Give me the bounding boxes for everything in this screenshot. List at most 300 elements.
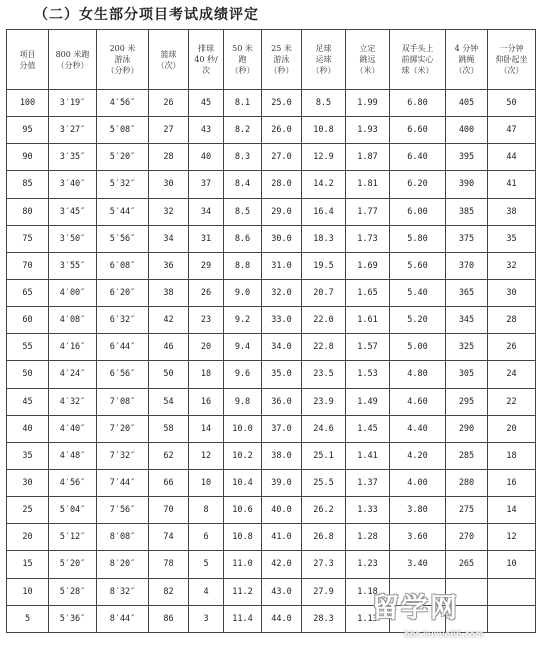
header-line: （秒）: [230, 66, 255, 75]
value-cell: 14: [189, 415, 224, 442]
value-cell: 5.60: [390, 252, 446, 279]
value-cell: 3′55″: [49, 252, 97, 279]
header-line: 25 米: [271, 44, 292, 53]
score-cell: 20: [7, 524, 49, 551]
value-cell: 26: [488, 334, 536, 361]
value-cell: 62: [149, 442, 189, 469]
value-cell: 7′08″: [97, 388, 149, 415]
value-cell: 1.65: [346, 279, 390, 306]
score-cell: 85: [7, 171, 49, 198]
header-line: 200 米: [109, 44, 136, 53]
header-line: 项目: [19, 49, 36, 59]
value-cell: 23: [189, 307, 224, 334]
value-cell: 285: [446, 442, 488, 469]
column-header: [49, 30, 97, 90]
column-header: [262, 30, 302, 90]
value-cell: 400: [446, 117, 488, 144]
value-cell: 9.8: [224, 388, 262, 415]
value-cell: 275: [446, 497, 488, 524]
value-cell: 345: [446, 307, 488, 334]
value-cell: 30: [488, 279, 536, 306]
value-cell: 24.6: [302, 415, 346, 442]
header-line: 800 米跑: [55, 49, 90, 59]
column-header: [7, 30, 49, 90]
value-cell: 5.40: [390, 279, 446, 306]
value-cell: 375: [446, 225, 488, 252]
value-cell: 370: [446, 252, 488, 279]
table-row: [7, 415, 536, 442]
value-cell: 31.0: [262, 252, 302, 279]
value-cell: 82: [149, 578, 189, 605]
value-cell: 12.9: [302, 144, 346, 171]
value-cell: 10.0: [224, 415, 262, 442]
value-cell: 27.3: [302, 551, 346, 578]
value-cell: 44.0: [262, 605, 302, 632]
value-cell: 26.2: [302, 497, 346, 524]
value-cell: 43.0: [262, 578, 302, 605]
value-cell: 16.4: [302, 198, 346, 225]
column-header: [97, 30, 149, 90]
value-cell: 3′27″: [49, 117, 97, 144]
table-row: [7, 225, 536, 252]
value-cell: 36.0: [262, 388, 302, 415]
value-cell: 41: [488, 171, 536, 198]
value-cell: 4.40: [390, 415, 446, 442]
value-cell: 16: [488, 469, 536, 496]
value-cell: 1.28: [346, 524, 390, 551]
value-cell: 7′56″: [97, 497, 149, 524]
value-cell: 34: [149, 225, 189, 252]
value-cell: 25.5: [302, 469, 346, 496]
value-cell: 18: [189, 361, 224, 388]
value-cell: 26.0: [262, 117, 302, 144]
value-cell: 1.73: [346, 225, 390, 252]
header-line: 分值: [19, 60, 36, 70]
value-cell: 40.0: [262, 497, 302, 524]
value-cell: 270: [446, 524, 488, 551]
value-cell: 6.60: [390, 117, 446, 144]
value-cell: 1.99: [346, 90, 390, 117]
score-cell: 35: [7, 442, 49, 469]
header-line: 4 分钟: [454, 44, 479, 53]
header-line: 游泳: [114, 55, 131, 64]
value-cell: 3.40: [390, 551, 446, 578]
value-cell: 9.0: [224, 279, 262, 306]
value-cell: 1.37: [346, 469, 390, 496]
value-cell: 14.2: [302, 171, 346, 198]
value-cell: 38: [149, 279, 189, 306]
value-cell: 12: [189, 442, 224, 469]
value-cell: 10: [488, 551, 536, 578]
value-cell: 9.4: [224, 334, 262, 361]
value-cell: 14: [488, 497, 536, 524]
value-cell: 1.77: [346, 198, 390, 225]
header-line: 排球: [198, 44, 214, 53]
value-cell: 20.7: [302, 279, 346, 306]
value-cell: 27: [149, 117, 189, 144]
value-cell: 32: [488, 252, 536, 279]
value-cell: 45: [189, 90, 224, 117]
value-cell: 8.8: [224, 252, 262, 279]
value-cell: 6′32″: [97, 307, 149, 334]
watermark-url: bbs.liuxue86.com: [404, 630, 484, 640]
value-cell: 37.0: [262, 415, 302, 442]
value-cell: 27.9: [302, 578, 346, 605]
value-cell: 9.6: [224, 361, 262, 388]
value-cell: 10: [189, 469, 224, 496]
value-cell: 5′32″: [97, 171, 149, 198]
value-cell: 31: [189, 225, 224, 252]
value-cell: 11.4: [224, 605, 262, 632]
value-cell: 8.6: [224, 225, 262, 252]
table-row: [7, 497, 536, 524]
header-line: 游泳: [273, 55, 290, 64]
header-line: 双手头上: [401, 44, 434, 53]
header-line: 前掷实心: [401, 55, 434, 64]
header-line: （次）: [499, 66, 524, 75]
value-cell: 8.3: [224, 144, 262, 171]
value-cell: 4′00″: [49, 279, 97, 306]
value-cell: 47: [488, 117, 536, 144]
value-cell: 4′48″: [49, 442, 97, 469]
value-cell: 35.0: [262, 361, 302, 388]
score-cell: 100: [7, 90, 49, 117]
score-cell: 25: [7, 497, 49, 524]
value-cell: 7′44″: [97, 469, 149, 496]
value-cell: 1.18: [346, 578, 390, 605]
header-line: 40 秒/: [194, 55, 218, 64]
value-cell: 6.20: [390, 171, 446, 198]
score-cell: 80: [7, 198, 49, 225]
value-cell: 6: [189, 524, 224, 551]
column-header: [446, 30, 488, 90]
value-cell: 5′20″: [49, 551, 97, 578]
value-cell: 4: [189, 578, 224, 605]
score-cell: 5: [7, 605, 49, 632]
value-cell: 19.5: [302, 252, 346, 279]
value-cell: 39.0: [262, 469, 302, 496]
value-cell: 1.33: [346, 497, 390, 524]
value-cell: 1.41: [346, 442, 390, 469]
value-cell: 10.4: [224, 469, 262, 496]
value-cell: 5′04″: [49, 497, 97, 524]
value-cell: 3′19″: [49, 90, 97, 117]
value-cell: 5.20: [390, 307, 446, 334]
value-cell: 25.1: [302, 442, 346, 469]
value-cell: 12: [488, 524, 536, 551]
value-cell: 58: [149, 415, 189, 442]
value-cell: 26: [149, 90, 189, 117]
value-cell: 41.0: [262, 524, 302, 551]
value-cell: 5′56″: [97, 225, 149, 252]
value-cell: 4′32″: [49, 388, 97, 415]
column-header: [390, 30, 446, 90]
value-cell: 40: [189, 144, 224, 171]
value-cell: 8.5: [224, 198, 262, 225]
watermark: [372, 586, 537, 650]
value-cell: 38.0: [262, 442, 302, 469]
table-row: [7, 388, 536, 415]
value-cell: 18.3: [302, 225, 346, 252]
header-line: （秒）: [311, 66, 336, 75]
header-line: 仰卧起坐: [495, 55, 528, 64]
value-cell: 22.8: [302, 334, 346, 361]
value-cell: 22: [488, 388, 536, 415]
value-cell: 9.2: [224, 307, 262, 334]
value-cell: 8′20″: [97, 551, 149, 578]
table-row: [7, 442, 536, 469]
value-cell: 25.0: [262, 90, 302, 117]
value-cell: 11.2: [224, 578, 262, 605]
value-cell: 8′32″: [97, 578, 149, 605]
header-line: （秒）: [269, 66, 294, 75]
column-header: [224, 30, 262, 90]
value-cell: 6′56″: [97, 361, 149, 388]
score-cell: 15: [7, 551, 49, 578]
value-cell: 4.80: [390, 361, 446, 388]
value-cell: 3.60: [390, 524, 446, 551]
value-cell: 1.87: [346, 144, 390, 171]
value-cell: 33.0: [262, 307, 302, 334]
value-cell: 86: [149, 605, 189, 632]
value-cell: 4′56″: [97, 90, 149, 117]
value-cell: 28: [149, 144, 189, 171]
score-cell: 95: [7, 117, 49, 144]
value-cell: 1.57: [346, 334, 390, 361]
score-cell: 10: [7, 578, 49, 605]
value-cell: 265: [446, 551, 488, 578]
value-cell: 20: [189, 334, 224, 361]
table-row: [7, 171, 536, 198]
score-cell: 65: [7, 279, 49, 306]
value-cell: 29: [189, 252, 224, 279]
value-cell: 3′40″: [49, 171, 97, 198]
value-cell: 5′20″: [97, 144, 149, 171]
score-cell: 55: [7, 334, 49, 361]
header-line: 足球: [315, 44, 332, 53]
value-cell: 20: [488, 415, 536, 442]
value-cell: 4.20: [390, 442, 446, 469]
header-line: 跑: [238, 55, 247, 64]
value-cell: 4.60: [390, 388, 446, 415]
value-cell: 4.00: [390, 469, 446, 496]
table-row: [7, 198, 536, 225]
header-line: 跳远: [359, 55, 376, 64]
value-cell: 8′08″: [97, 524, 149, 551]
value-cell: 42.0: [262, 551, 302, 578]
value-cell: 10.2: [224, 442, 262, 469]
score-cell: 90: [7, 144, 49, 171]
value-cell: 46: [149, 334, 189, 361]
value-cell: 6.80: [390, 90, 446, 117]
value-cell: 29.0: [262, 198, 302, 225]
value-cell: 280: [446, 469, 488, 496]
table-row: [7, 524, 536, 551]
value-cell: 5.00: [390, 334, 446, 361]
value-cell: 1.61: [346, 307, 390, 334]
value-cell: 8: [189, 497, 224, 524]
document-title: （二）女生部分项目考试成绩评定: [34, 7, 259, 23]
value-cell: 30: [149, 171, 189, 198]
value-cell: 70: [149, 497, 189, 524]
value-cell: 28: [488, 307, 536, 334]
value-cell: 38: [488, 198, 536, 225]
score-cell: 70: [7, 252, 49, 279]
header-row: [7, 30, 536, 90]
value-cell: 27.0: [262, 144, 302, 171]
value-cell: 50: [149, 361, 189, 388]
value-cell: 6.40: [390, 144, 446, 171]
value-cell: 10.8: [302, 117, 346, 144]
table-row: [7, 361, 536, 388]
value-cell: 3′45″: [49, 198, 97, 225]
column-header: [346, 30, 390, 90]
header-line: 运球: [315, 55, 332, 64]
value-cell: 395: [446, 144, 488, 171]
table-row: [7, 144, 536, 171]
value-cell: 22.0: [302, 307, 346, 334]
value-cell: 4′24″: [49, 361, 97, 388]
table-body: [7, 90, 536, 633]
watermark-logo: 留学网: [372, 593, 459, 624]
value-cell: 1.45: [346, 415, 390, 442]
value-cell: 7′20″: [97, 415, 149, 442]
value-cell: 390: [446, 171, 488, 198]
header-line: 球（米）: [401, 66, 434, 75]
header-line: 立定: [359, 44, 376, 53]
value-cell: 295: [446, 388, 488, 415]
value-cell: 5: [189, 551, 224, 578]
table-row: [7, 469, 536, 496]
value-cell: 8.1: [224, 90, 262, 117]
score-table: [6, 29, 536, 633]
header-line: 一分钟: [499, 44, 524, 53]
value-cell: 1.53: [346, 361, 390, 388]
value-cell: 32.0: [262, 279, 302, 306]
value-cell: 4′56″: [49, 469, 97, 496]
value-cell: 16: [189, 388, 224, 415]
column-header: [189, 30, 224, 90]
value-cell: 1.69: [346, 252, 390, 279]
value-cell: 28.0: [262, 171, 302, 198]
value-cell: 3′50″: [49, 225, 97, 252]
column-header: [488, 30, 536, 90]
value-cell: 50: [488, 90, 536, 117]
header-line: 次: [202, 66, 210, 75]
table-row: [7, 551, 536, 578]
value-cell: 1.13: [346, 605, 390, 632]
value-cell: 8.2: [224, 117, 262, 144]
value-cell: 78: [149, 551, 189, 578]
value-cell: 26: [189, 279, 224, 306]
value-cell: 35: [488, 225, 536, 252]
value-cell: 23.5: [302, 361, 346, 388]
value-cell: 24: [488, 361, 536, 388]
header-line: 篮球: [160, 49, 177, 59]
column-header: [302, 30, 346, 90]
value-cell: 23.9: [302, 388, 346, 415]
table-row: [7, 252, 536, 279]
value-cell: 5′12″: [49, 524, 97, 551]
header-line: （分秒）: [56, 60, 89, 70]
table-row: [7, 307, 536, 334]
table-row: [7, 334, 536, 361]
value-cell: 8.5: [302, 90, 346, 117]
value-cell: 385: [446, 198, 488, 225]
value-cell: 365: [446, 279, 488, 306]
value-cell: 5′36″: [49, 605, 97, 632]
value-cell: 28.3: [302, 605, 346, 632]
value-cell: 6′44″: [97, 334, 149, 361]
column-header: [149, 30, 189, 90]
score-cell: 50: [7, 361, 49, 388]
table-row: [7, 90, 536, 117]
header-line: （分秒）: [106, 66, 139, 75]
value-cell: 5′08″: [97, 117, 149, 144]
value-cell: 3′35″: [49, 144, 97, 171]
value-cell: 305: [446, 361, 488, 388]
table-row: [7, 117, 536, 144]
value-cell: 43: [189, 117, 224, 144]
value-cell: 3: [189, 605, 224, 632]
value-cell: 1.23: [346, 551, 390, 578]
value-cell: 8′44″: [97, 605, 149, 632]
score-cell: 45: [7, 388, 49, 415]
score-cell: 30: [7, 469, 49, 496]
header-line: 跳绳: [458, 55, 475, 64]
value-cell: 5.80: [390, 225, 446, 252]
value-cell: 4′40″: [49, 415, 97, 442]
value-cell: 30.0: [262, 225, 302, 252]
value-cell: 1.49: [346, 388, 390, 415]
score-cell: 40: [7, 415, 49, 442]
value-cell: 18: [488, 442, 536, 469]
value-cell: 37: [189, 171, 224, 198]
header-line: （次）: [156, 60, 181, 70]
value-cell: 5′28″: [49, 578, 97, 605]
value-cell: 405: [446, 90, 488, 117]
value-cell: 36: [149, 252, 189, 279]
score-cell: 75: [7, 225, 49, 252]
value-cell: 11.0: [224, 551, 262, 578]
value-cell: 6′20″: [97, 279, 149, 306]
value-cell: 26.8: [302, 524, 346, 551]
value-cell: 6.00: [390, 198, 446, 225]
value-cell: 1.93: [346, 117, 390, 144]
value-cell: 5′44″: [97, 198, 149, 225]
table-row: [7, 279, 536, 306]
value-cell: 1.81: [346, 171, 390, 198]
value-cell: 34: [189, 198, 224, 225]
value-cell: 6′08″: [97, 252, 149, 279]
value-cell: 4′16″: [49, 334, 97, 361]
value-cell: 66: [149, 469, 189, 496]
value-cell: 3.80: [390, 497, 446, 524]
header-line: （米）: [355, 66, 380, 75]
header-line: （次）: [454, 66, 479, 75]
value-cell: 42: [149, 307, 189, 334]
score-cell: 60: [7, 307, 49, 334]
value-cell: 44: [488, 144, 536, 171]
value-cell: 10.8: [224, 524, 262, 551]
value-cell: 7′32″: [97, 442, 149, 469]
value-cell: 325: [446, 334, 488, 361]
value-cell: 34.0: [262, 334, 302, 361]
header-line: 50 米: [232, 44, 253, 53]
value-cell: 8.4: [224, 171, 262, 198]
value-cell: 74: [149, 524, 189, 551]
value-cell: 290: [446, 415, 488, 442]
